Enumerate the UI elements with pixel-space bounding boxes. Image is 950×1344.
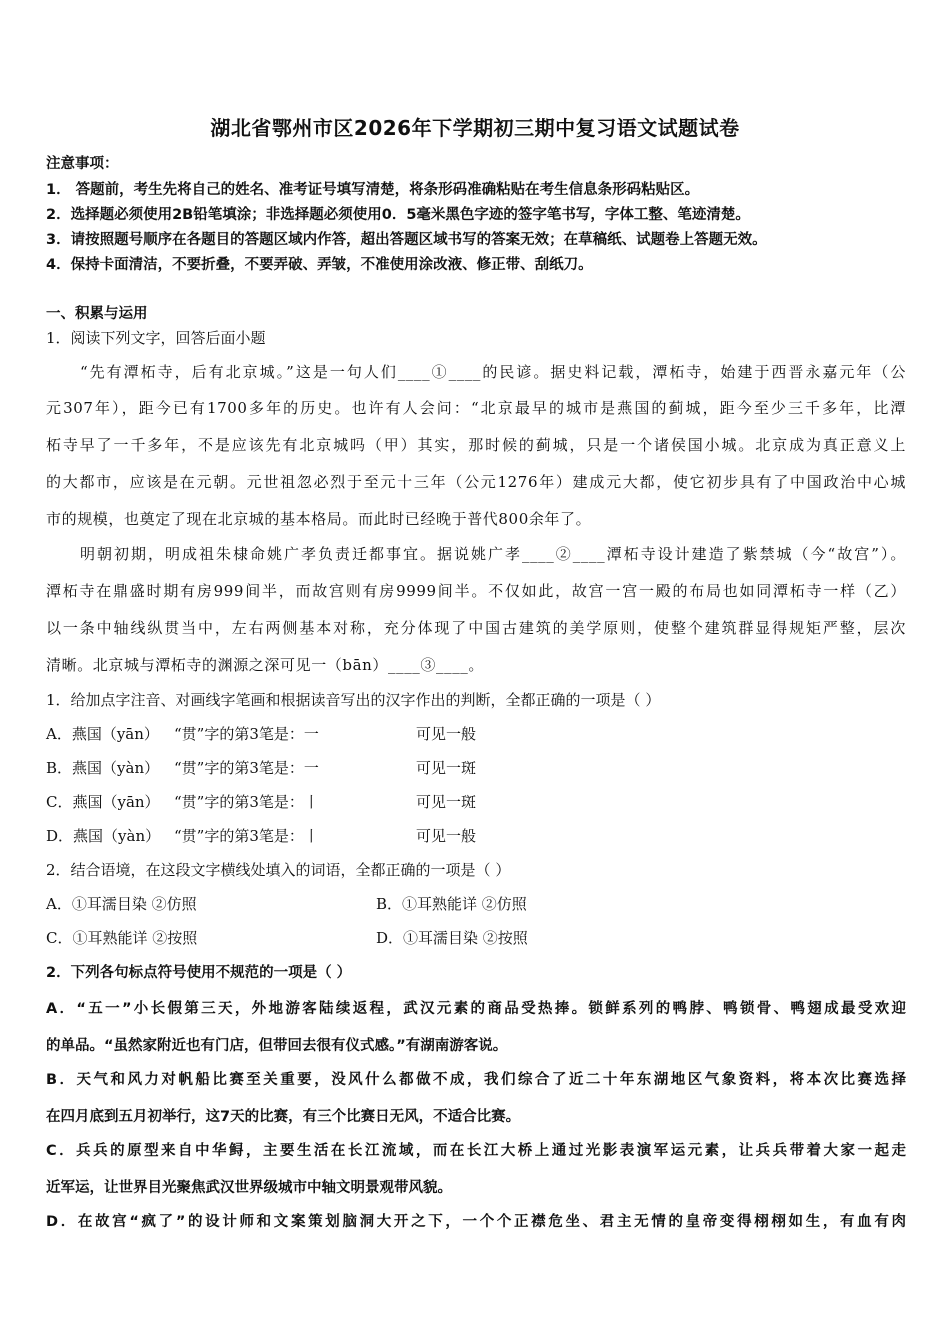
passage-line: 明朝初期，明成祖朱棣命姚广孝负责迁都事宜。据说姚广孝____②____潭柘寺设计建造了紫禁城（今“故宫”）。 (80, 545, 906, 563)
question-stem: 1．给加点字注音、对画线字笔画和根据读音写出的汉字作出的判断，全都正确的一项是（ ） (46, 691, 661, 709)
notice-item: 3．请按照题号顺序在各题目的答题区域内作答，超出答题区域书写的答案无效；在草稿纸、试题卷上答题无效。 (46, 232, 767, 248)
passage-line: 元307年），距今已有1700多年的历史。也许有人会问：“北京最早的城市是燕国的蓟城，距今至少三千多年，比潭 (46, 399, 906, 417)
answer-line: C．兵兵的原型来自中华鲟，主要生活在长江流域，而在长江大桥上通过光影表演军运元素，让兵兵带着大家一起走 (46, 1143, 906, 1159)
option-choice: D．①耳濡目染 ②按照 (376, 929, 528, 947)
notice-item: 4．保持卡面清洁，不要折叠，不要弄破、弄皱，不准使用涂改液、修正带、刮纸刀。 (46, 257, 593, 273)
answer-line: 近军运，让世界目光聚焦武汉世界级城市中轴文明景观带风貌。 (46, 1180, 452, 1196)
option-stroke: “贯”字的第3笔是：一 (174, 725, 319, 743)
option-label: A．燕国（yān） (46, 725, 159, 743)
section-heading: 一、积累与运用 (46, 306, 148, 322)
option-word: 可见一般 (416, 827, 477, 845)
question-stem: 2．下列各句标点符号使用不规范的一项是（ ） (46, 965, 352, 981)
option-word: 可见一般 (416, 725, 477, 743)
option-choice: B．①耳熟能详 ②仿照 (376, 895, 527, 913)
answer-line: 的单品。“虽然家附近也有门店，但带回去很有仪式感。”有湖南游客说。 (46, 1038, 508, 1054)
option-stroke: “贯”字的第3笔是：丨 (174, 793, 319, 811)
option-word: 可见一斑 (416, 793, 477, 811)
passage-line: 清晰。北京城与潭柘寺的渊源之深可见一（bān）____③____。 (46, 656, 485, 674)
option-row (46, 791, 906, 812)
notice-heading: 注意事项： (46, 156, 119, 172)
passage-line: 市的规模，也奠定了现在北京城的基本格局。而此时已经晚于普代800余年了。 (46, 510, 592, 528)
option-label: D．燕国（yàn） (46, 827, 161, 845)
passage-line: 的大都市，应该是在元朝。元世祖忽必烈于至元十三年（公元1276年）建成元大都，使它初步具有了中国政治中心城 (46, 473, 906, 491)
passage-line: 潭柘寺在鼎盛时期有房999间半，而故宫则有房9999间半。不仅如此，故宫一宫一殿的布局也如同潭柘寺一样（乙） (46, 582, 906, 600)
option-row (46, 757, 906, 778)
answer-line: D．在故宫“疯了”的设计师和文案策划脑洞大开之下，一个个正襟危坐、君主无情的皇帝变得栩栩如生，有血有肉 (46, 1214, 906, 1230)
option-label: B．燕国（yàn） (46, 759, 160, 777)
page-title: 湖北省鄂州市区2026年下学期初三期中复习语文试题试卷 (210, 116, 740, 140)
question-stem: 2．结合语境，在这段文字横线处填入的词语，全都正确的一项是（ ） (46, 861, 511, 879)
option-stroke: “贯”字的第3笔是：一 (174, 759, 319, 777)
answer-line: 在四月底到五月初举行，这7天的比赛，有三个比赛日无风，不适合比赛。 (46, 1109, 521, 1125)
option-row (46, 893, 906, 914)
option-stroke: “贯”字的第3笔是：丨 (174, 827, 319, 845)
option-choice: C．①耳熟能详 ②按照 (46, 929, 198, 947)
option-row (46, 825, 906, 846)
option-word: 可见一斑 (416, 759, 477, 777)
question-intro: 1．阅读下列文字，回答后面小题 (46, 329, 266, 347)
passage-line: 以一条中轴线纵贯当中，左右两侧基本对称，充分体现了中国古建筑的美学原则，使整个建筑群显得规矩严整，层次 (46, 619, 906, 637)
notice-item: 2．选择题必须使用2B铅笔填涂；非选择题必须使用0．5毫米黑色字迹的签字笔书写，字体工整、笔迹清楚。 (46, 207, 750, 223)
option-label: C．燕国（yān） (46, 793, 160, 811)
option-row (46, 927, 906, 948)
passage-line: 柘寺早了一千多年，不是应该先有北京城吗（甲）其实，那时候的蓟城，只是一个诸侯国小城。北京成为真正意义上 (46, 436, 906, 454)
notice-item: 1． 答题前，考生先将自己的姓名、准考证号填写清楚，将条形码准确粘贴在考生信息条形码粘贴区。 (46, 182, 700, 198)
answer-line: A．“五一”小长假第三天，外地游客陆续返程，武汉元素的商品受热捧。锁鲜系列的鸭脖、鸭锁骨、鸭翅成最受欢迎 (46, 1001, 906, 1017)
option-choice: A．①耳濡目染 ②仿照 (46, 895, 197, 913)
answer-line: B．天气和风力对帆船比赛至关重要，没风什么都做不成，我们综合了近二十年东湖地区气象资料，将本次比赛选择 (46, 1072, 906, 1088)
passage-line: “先有潭柘寺，后有北京城。”这是一句人们____①____的民谚。据史料记载，潭柘寺，始建于西晋永嘉元年（公 (80, 363, 906, 381)
option-row (46, 723, 906, 744)
